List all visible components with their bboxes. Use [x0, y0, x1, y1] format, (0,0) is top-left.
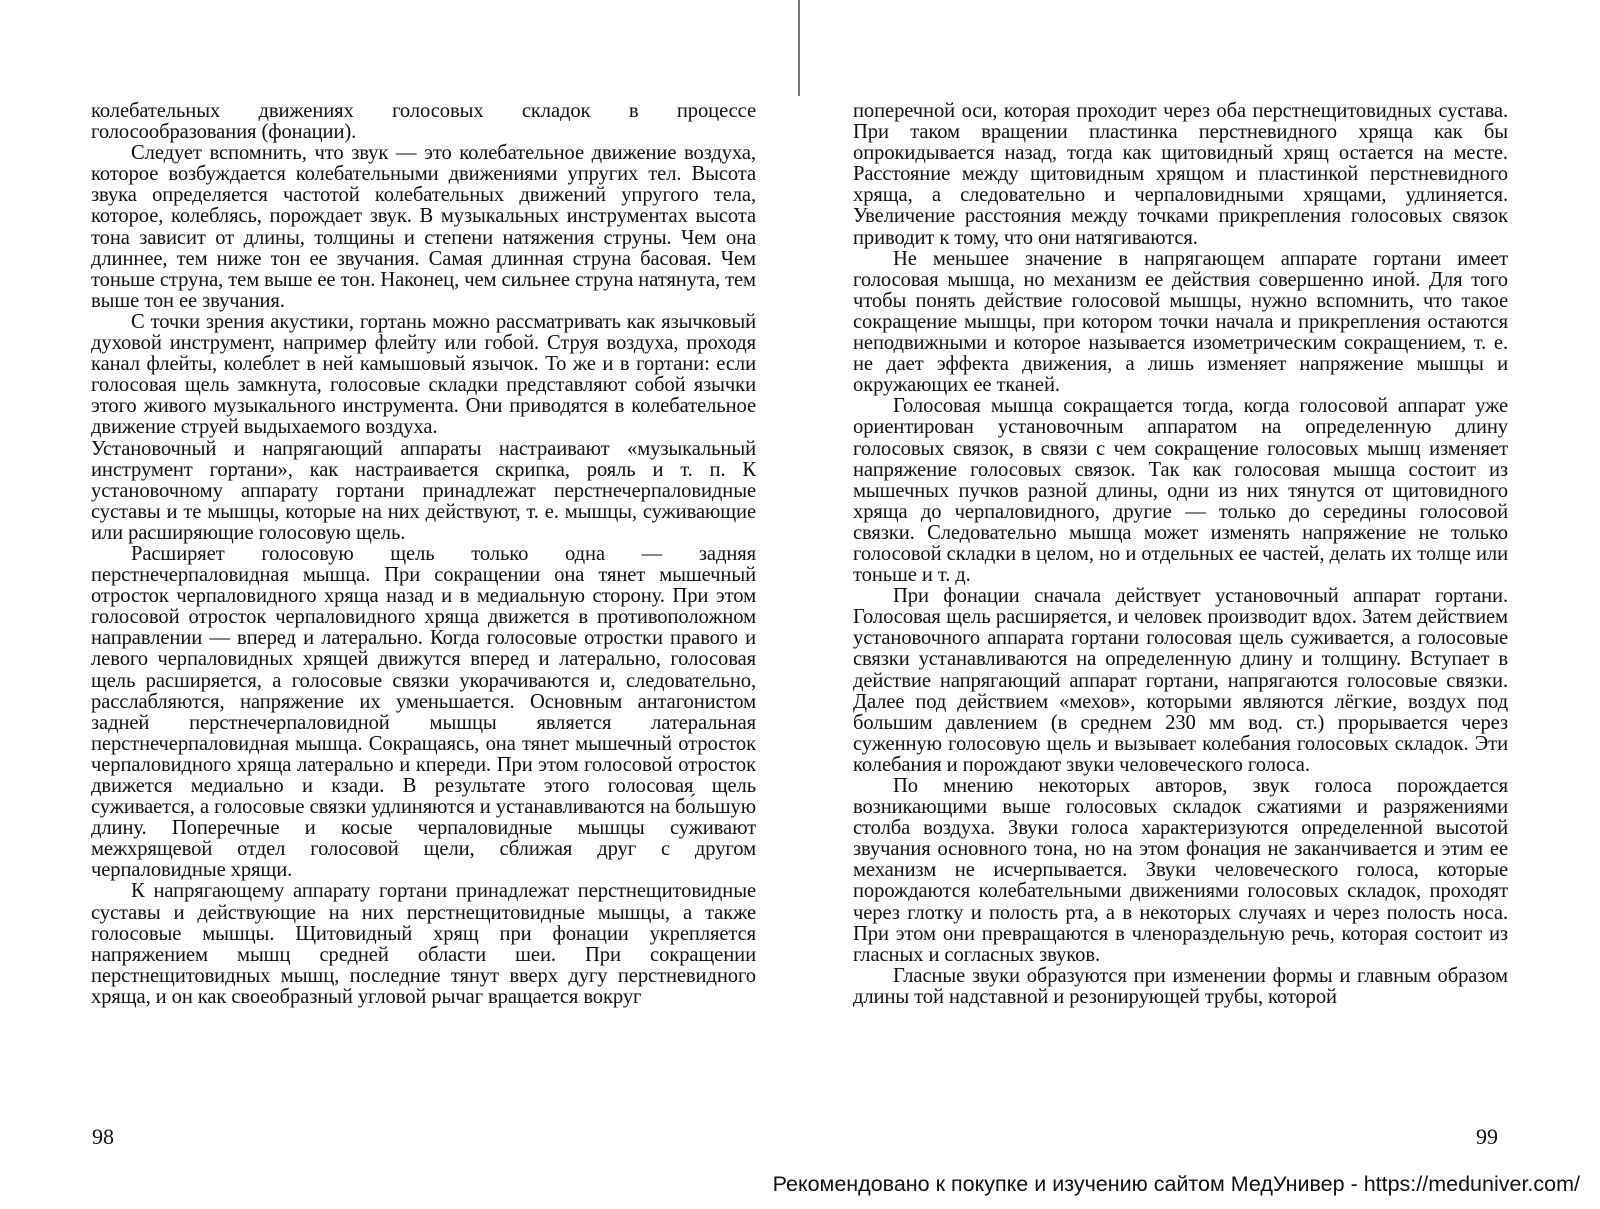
- paragraph: С точки зрения акустики, гортань можно рассматривать как язычковый духовой инструмент, например флейту или гобой. Струя воздуха, проходя канал флейты, колеблет в ней камышовый язычок. То же и в гортани: если голосовая щель замкнута, голосовые складки представляют собой язычки этого живого музыкального инструмента. Они приводятся в колебательное движение струей выдыхаемого воздуха.: [91, 310, 756, 439]
- page-number-left: 98: [92, 1124, 114, 1149]
- paragraph: колебательных движениях голосовых складок в процессе голосообразования (фонации).: [91, 100, 756, 144]
- paragraph: Расширяет голосовую щель только одна — задняя перстнечерпаловидная мышца. При сокращении она тянет мышечный отросток черпаловидного хряща назад и в медиальную сторону. При этом голосовой отросток черпаловидного хряща движется в противоположном направлении — вперед и латерально. Когда голосовые отростки правого и левого черпаловидных хрящей движутся вперед и латерально, голосовая щель расширяется, а голосовые связки укорачиваются и, следовательно, расслабляются, напряжение их уменьшается. Основным антагонистом задней перстнечерпаловидной мышцы является латеральная перстнечерпаловидная мышца. Сокращаясь, она тянет мышечный отросток черпаловидного хряща латерально и кпереди. При этом голосовой отросток движется медиально и кзади. В результате этого голосовая щель суживается, а голосовые связки удлиняются и устанавливаются на бо́льшую длину. Поперечные и косые черпаловидные мышцы суживают межхрящевой отдел голосовой щели, сближая друг с другом черпаловидные хрящи.: [91, 542, 756, 882]
- paragraph: поперечной оси, которая проходит через оба перстнещитовидных сустава. При таком вращении пластинка перстневидного хряща как бы опрокидывается назад, тогда как щитовидный хрящ остается на месте. Расстояние между щитовидным хрящом и пластинкой перстневидного хряща, а следовательно и черпаловидными хрящами, удлиняется. Увеличение расстояния между точками прикрепления голосовых связок приводит к тому, что они натягиваются.: [853, 100, 1508, 249]
- left-page: [91, 101, 756, 1008]
- right-page: [853, 101, 1508, 1008]
- paragraph: Голосовая мышца сокращается тогда, когда голосовой аппарат уже ориентирован установочным аппаратом на определенную длину голосовых связок, в связи с чем сокращение голосовых мышц изменяет напряжение голосовых связок. Так как голосовая мышца состоит из мышечных пучков разной длины, одни из них тянутся от щитовидного хряща до черпаловидного, другие — только до середины голосовой связки. Следовательно мышца может изменять напряжение не только голосовой складки в целом, но и отдельных ее частей, делать их толще или тоньше и т. д.: [853, 395, 1508, 587]
- paragraph: Установочный и напрягающий аппараты настраивают «музыкальный инструмент гортани», как настраивается скрипка, рояль и т. п. К установочному аппарату гортани принадлежат перстнечерпаловидные суставы и те мышцы, которые на них действуют, т. е. мышцы, суживающие или расширяющие голосовую щель.: [91, 437, 756, 544]
- paragraph: Не меньшее значение в напрягающем аппарате гортани имеет голосовая мышца, но механизм ее действия совершенно иной. Для того чтобы понять действие голосовой мышцы, нужно вспомнить, что такое сокращение мышцы, при котором точки начала и прикрепления остаются неподвижными и которое называется изометрическим сокращением, т. е. не дает эффекта движения, а лишь изменяет напряжение мышцы и окружающих ее тканей.: [853, 247, 1508, 397]
- paragraph: Следует вспомнить, что звук — это колебательное движение воздуха, которое возбуждается колебательными движениями упругих тел. Высота звука определяется частотой колебательных движений упругого тела, которое, колеблясь, порождает звук. В музыкальных инструментах высота тона зависит от длины, толщины и степени натяжения струны. Чем она длиннее, тем ниже тон ее звучания. Самая длинная струна басовая. Чем тоньше струна, тем выше ее тон. Наконец, чем сильнее струна натянута, тем выше тон ее звучания.: [91, 142, 756, 312]
- footer-recommendation: Рекомендовано к покупке и изучению сайтом МедУнивер - https://meduniver.com/: [772, 1172, 1580, 1196]
- page-gutter: [798, 0, 800, 96]
- page-number-right: 99: [1476, 1124, 1498, 1149]
- paragraph: Гласные звуки образуются при изменении формы и главным образом длины той надставной и резонирующей трубы, которой: [853, 964, 1508, 1008]
- paragraph: По мнению некоторых авторов, звук голоса порождается возникающими выше голосовых складок сжатиями и разряжениями столба воздуха. Звуки голоса характеризуются определенной высотой звучания основного тона, но на этом фонация не заканчивается и этим ее механизм не исчерпывается. Звуки человеческого голоса, которые порождаются колебательными движениями голосовых складок, проходят через глотку и полость рта, а в некоторых случаях и через полость носа. При этом они превращаются в членораздельную речь, которая состоит из гласных и согласных звуков.: [853, 775, 1508, 966]
- paragraph: К напрягающему аппарату гортани принадлежат перстнещитовидные суставы и действующие на них перстнещитовидные мышцы, а также голосовые мышцы. Щитовидный хрящ при фонации укрепляется напряжением мышц средней области шеи. При сокращении перстнещитовидных мышц, последние тянут вверх дугу перстневидного хряща, и он как своеобразный угловой рычаг вращается вокруг: [91, 880, 756, 1008]
- paragraph: При фонации сначала действует установочный аппарат гортани. Голосовая щель расширяется, и человек производит вдох. Затем действием установочного аппарата гортани голосовая щель суживается, а голосовые связки устанавливаются на определенную длину и толщину. Вступает в действие напрягающий аппарат гортани, напрягаются голосовые связки. Далее под действием «мехов», которыми являются лёгкие, воздух под большим давлением (в среднем 230 мм вод. ст.) прорывается через суженную голосовую щель и вызывает колебания голосовых складок. Эти колебания и порождают звуки человеческого голоса.: [853, 585, 1508, 776]
